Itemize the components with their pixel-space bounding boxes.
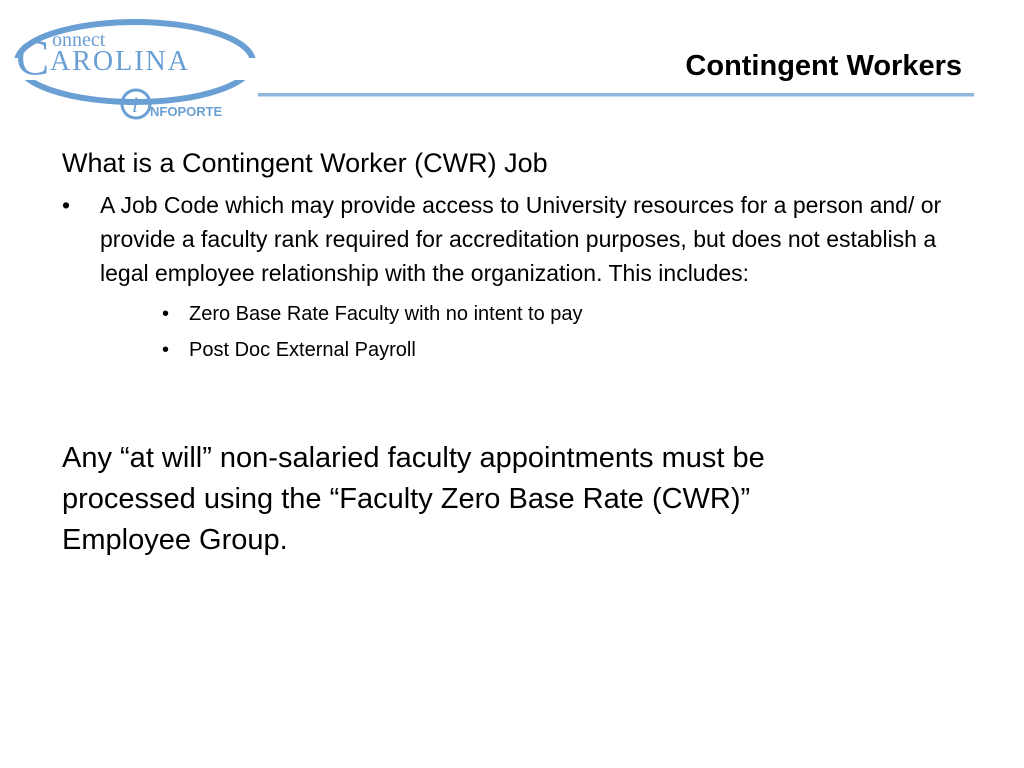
connectcarolina-infoporte-logo	[10, 12, 260, 130]
logo-infoporte: NFOPORTE	[150, 104, 223, 119]
sub-bullet-text: Zero Base Rate Faculty with no intent to pay	[189, 303, 583, 325]
bullet-marker: •	[62, 192, 71, 218]
sub-bullet-item	[162, 296, 962, 332]
logo-initial-c: C	[16, 29, 50, 85]
body-paragraph: Any “at will” non-salaried faculty appointments must be processed using the “Faculty Zero Base Rate (CWR)” Employee Group.	[62, 442, 765, 556]
logo-connect: onnect	[52, 29, 106, 51]
bullet-text: A Job Code which may provide access to University resources for a person and/ or provide a faculty rank required for accreditation purposes, but does not establish a legal employee relationship with the organization. This includes:	[100, 192, 942, 286]
logo-carolina: AROLINA	[50, 46, 190, 77]
title-divider	[258, 93, 974, 97]
logo-info-i: i	[132, 92, 139, 117]
slide-title: Contingent Workers	[685, 50, 962, 82]
sub-bullet-marker: •	[162, 339, 170, 361]
sub-bullet-item	[162, 332, 962, 368]
sub-bullet-marker: •	[162, 303, 170, 325]
sub-bullet-text: Post Doc External Payroll	[189, 339, 416, 361]
slide-content	[62, 144, 962, 561]
bullet-item	[62, 188, 962, 290]
section-heading: What is a Contingent Worker (CWR) Job	[62, 148, 548, 178]
sub-bullet-list	[162, 296, 962, 368]
